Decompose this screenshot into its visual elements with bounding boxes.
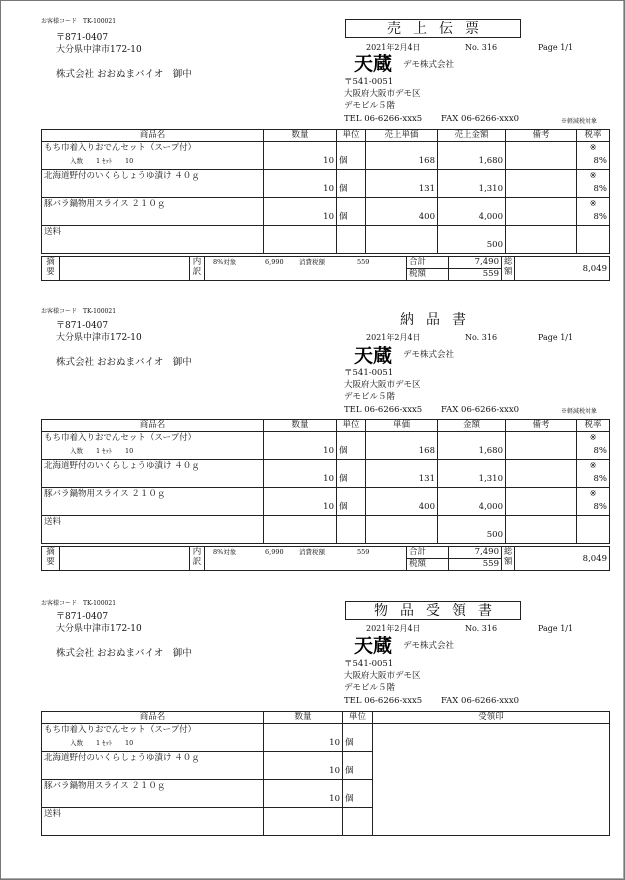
- header-amount: 金額: [438, 420, 506, 432]
- company-logo: [354, 634, 396, 656]
- document-title: 売上伝票: [345, 19, 521, 38]
- memo-label: 摘 要: [46, 257, 55, 277]
- item-qty: 10: [323, 502, 334, 512]
- issuer-address1: 大阪府大阪市デモ区: [344, 380, 421, 390]
- table-row: [42, 460, 610, 488]
- item-amount: 4,000: [478, 212, 503, 222]
- shipping-label: 送料: [44, 227, 62, 237]
- item-unit: 個: [339, 184, 348, 194]
- header-item: 商品名: [42, 130, 264, 142]
- document-title: 納品書: [400, 312, 478, 328]
- header-tax-rate: 税率: [577, 130, 610, 142]
- receipt-seal-area[interactable]: [373, 724, 610, 836]
- document-number: No. 316: [465, 624, 498, 633]
- item-remarks: [506, 488, 577, 516]
- subtotal-amount: 7,490: [449, 257, 502, 269]
- document-number: No. 316: [465, 333, 498, 342]
- tax-row-amount: 559: [449, 559, 502, 571]
- item-name: もち巾着入りおでんセット（スープ付）: [44, 725, 197, 735]
- table-row: [42, 198, 610, 226]
- item-pack-info: 入数 1 ｾｯﾄ 10: [70, 739, 134, 747]
- customer-postal: 〒871-0407: [56, 33, 109, 43]
- issuer-tel: TEL 06-6266-xxx5: [344, 405, 423, 415]
- tax-row-amount: 559: [449, 269, 502, 281]
- item-qty: 10: [323, 446, 334, 456]
- sales-table: [41, 129, 610, 254]
- item-unit: 個: [339, 502, 348, 512]
- item-unit: 個: [339, 156, 348, 166]
- item-pack-info: 入数 1 ｾｯﾄ 10: [70, 157, 134, 165]
- memo-field: [60, 547, 190, 571]
- table-header-row: [42, 712, 610, 724]
- item-name: 豚バラ鍋物用スライス ２１０ｇ: [44, 489, 166, 499]
- header-receipt-seal: 受領印: [373, 712, 610, 724]
- reduced-tax-mark: ※: [589, 143, 597, 153]
- issuer-postal: 〒541-0051: [344, 368, 394, 378]
- grand-total: 8,049: [515, 257, 610, 281]
- reduced-tax-note: ※軽減税対象: [561, 118, 598, 125]
- issuer-address2: デモビル５階: [344, 392, 396, 402]
- item-qty: 10: [323, 212, 334, 222]
- issuer-company: デモ株式会社: [403, 350, 455, 360]
- item-amount: 1,680: [478, 156, 503, 166]
- table-row: [42, 142, 610, 170]
- item-qty: 10: [323, 156, 334, 166]
- header-qty: 数量: [264, 130, 337, 142]
- issue-date: 2021年2月4日: [366, 333, 421, 342]
- item-price: 400: [418, 502, 435, 512]
- item-tax-rate: 8%: [593, 184, 607, 194]
- issuer-address2: デモビル５階: [344, 683, 396, 693]
- company-logo: [354, 344, 396, 366]
- svg-text:天蔵: 天蔵: [354, 345, 393, 366]
- item-qty: 10: [323, 184, 334, 194]
- issuer-company: デモ株式会社: [403, 641, 455, 651]
- table-header-row: [42, 130, 610, 142]
- page-number: Page 1/1: [538, 43, 574, 52]
- customer-code: お客様コード TK-100021: [41, 308, 117, 315]
- company-logo: [354, 52, 396, 74]
- item-qty: 10: [329, 794, 340, 804]
- item-tax-rate: 8%: [593, 502, 607, 512]
- issuer-tel: TEL 06-6266-xxx5: [344, 696, 423, 706]
- shipping-amount: 500: [486, 530, 503, 540]
- memo-field: [60, 257, 190, 281]
- customer-postal: 〒871-0407: [56, 612, 109, 622]
- table-row: [42, 170, 610, 198]
- item-name: もち巾着入りおでんセット（スープ付）: [44, 143, 197, 153]
- item-amount: 1,310: [478, 184, 503, 194]
- customer-code: お客様コード TK-100021: [41, 600, 117, 607]
- subtotal-amount: 7,490: [449, 547, 502, 559]
- item-qty: 10: [323, 474, 334, 484]
- header-qty: 数量: [264, 420, 337, 432]
- issuer-company: デモ株式会社: [403, 60, 455, 70]
- issue-date: 2021年2月4日: [366, 624, 421, 633]
- table-row: [42, 488, 610, 516]
- item-tax-rate: 8%: [593, 474, 607, 484]
- item-name: 豚バラ鍋物用スライス ２１０ｇ: [44, 199, 166, 209]
- reduced-tax-mark: ※: [589, 433, 597, 443]
- reduced-tax-mark: ※: [589, 199, 597, 209]
- item-remarks: [506, 170, 577, 198]
- item-remarks: [506, 460, 577, 488]
- table-row: [42, 432, 610, 460]
- subtotal-label: 合計: [407, 547, 449, 559]
- customer-code: お客様コード TK-100021: [41, 18, 117, 25]
- svg-text:天蔵: 天蔵: [354, 53, 393, 74]
- item-qty: 10: [329, 766, 340, 776]
- tax-breakdown: 8%対象 6,990 消費税額 559: [205, 547, 407, 571]
- reduced-tax-mark: ※: [589, 489, 597, 499]
- item-tax-rate: 8%: [593, 156, 607, 166]
- issuer-address1: 大阪府大阪市デモ区: [344, 671, 421, 681]
- issuer-tel: TEL 06-6266-xxx5: [344, 114, 423, 124]
- item-remarks: [506, 198, 577, 226]
- item-amount: 4,000: [478, 502, 503, 512]
- reduced-tax-mark: ※: [589, 461, 597, 471]
- issuer-fax: FAX 06-6266-xxx0: [441, 114, 520, 124]
- customer-postal: 〒871-0407: [56, 321, 109, 331]
- item-unit: 個: [339, 446, 348, 456]
- shipping-label: 送料: [44, 517, 62, 527]
- header-remarks: 備考: [506, 130, 577, 142]
- item-name: 北海道野付のいくらしょうゆ漬け ４０ｇ: [44, 171, 200, 181]
- summary-table: [41, 256, 610, 281]
- issuer-fax: FAX 06-6266-xxx0: [441, 405, 520, 415]
- customer-address: 大分県中津市172-10: [56, 45, 142, 55]
- breakdown-label: 内 訳: [192, 257, 202, 277]
- customer-name: 株式会社 おおぬまバイオ 御中: [56, 357, 192, 368]
- item-price: 131: [418, 184, 435, 194]
- header-price: 単価: [366, 420, 438, 432]
- item-qty: 10: [329, 738, 340, 748]
- issuer-address1: 大阪府大阪市デモ区: [344, 89, 421, 99]
- customer-address: 大分県中津市172-10: [56, 624, 142, 634]
- memo-label: 摘 要: [46, 547, 55, 567]
- header-unit: 単位: [343, 712, 373, 724]
- table-row: [42, 724, 610, 752]
- item-name: 北海道野付のいくらしょうゆ漬け ４０ｇ: [44, 753, 200, 763]
- total-label: 総 額: [504, 257, 513, 277]
- grand-total: 8,049: [515, 547, 610, 571]
- item-pack-info: 入数 1 ｾｯﾄ 10: [70, 447, 134, 455]
- item-price: 168: [418, 446, 435, 456]
- header-tax-rate: 税率: [577, 420, 610, 432]
- item-price: 131: [418, 474, 435, 484]
- item-amount: 1,680: [478, 446, 503, 456]
- customer-name: 株式会社 おおぬまバイオ 御中: [56, 69, 192, 80]
- header-amount: 売上金額: [438, 130, 506, 142]
- item-price: 400: [418, 212, 435, 222]
- table-header-row: [42, 420, 610, 432]
- item-name: 北海道野付のいくらしょうゆ漬け ４０ｇ: [44, 461, 200, 471]
- shipping-row: [42, 516, 610, 544]
- customer-address: 大分県中津市172-10: [56, 333, 142, 343]
- tax-row-label: 税額: [407, 559, 449, 571]
- item-remarks: [506, 432, 577, 460]
- item-unit: 個: [345, 766, 354, 776]
- item-unit: 個: [345, 738, 354, 748]
- shipping-row: [42, 226, 610, 254]
- page-number: Page 1/1: [538, 624, 574, 633]
- item-price: 168: [418, 156, 435, 166]
- item-unit: 個: [339, 212, 348, 222]
- item-tax-rate: 8%: [593, 212, 607, 222]
- issuer-fax: FAX 06-6266-xxx0: [441, 696, 520, 706]
- header-unit: 単位: [337, 130, 366, 142]
- issuer-address2: デモビル５階: [344, 101, 396, 111]
- tax-breakdown: 8%対象 6,990 消費税額 559: [205, 257, 407, 281]
- total-label: 総 額: [504, 547, 513, 567]
- issuer-postal: 〒541-0051: [344, 77, 394, 87]
- item-name: 豚バラ鍋物用スライス ２１０ｇ: [44, 781, 166, 791]
- tax-row-label: 税額: [407, 269, 449, 281]
- document-number: No. 316: [465, 43, 498, 52]
- breakdown-label: 内 訳: [192, 547, 202, 567]
- receipt-table: [41, 711, 610, 836]
- item-amount: 1,310: [478, 474, 503, 484]
- document-title: 物品受領書: [345, 601, 521, 620]
- header-qty: 数量: [264, 712, 343, 724]
- header-price: 売上単価: [366, 130, 438, 142]
- issue-date: 2021年2月4日: [366, 43, 421, 52]
- reduced-tax-note: ※軽減税対象: [561, 408, 598, 415]
- shipping-amount: 500: [486, 240, 503, 250]
- reduced-tax-mark: ※: [589, 171, 597, 181]
- shipping-label: 送料: [44, 809, 62, 819]
- header-remarks: 備考: [506, 420, 577, 432]
- header-unit: 単位: [337, 420, 366, 432]
- svg-text:天蔵: 天蔵: [354, 635, 393, 656]
- header-item: 商品名: [42, 420, 264, 432]
- page-number: Page 1/1: [538, 333, 574, 342]
- item-unit: 個: [345, 794, 354, 804]
- item-remarks: [506, 142, 577, 170]
- header-item: 商品名: [42, 712, 264, 724]
- summary-table: [41, 546, 610, 571]
- subtotal-label: 合計: [407, 257, 449, 269]
- customer-name: 株式会社 おおぬまバイオ 御中: [56, 648, 192, 659]
- delivery-table: [41, 419, 610, 544]
- item-name: もち巾着入りおでんセット（スープ付）: [44, 433, 197, 443]
- issuer-postal: 〒541-0051: [344, 659, 394, 669]
- item-unit: 個: [339, 474, 348, 484]
- item-tax-rate: 8%: [593, 446, 607, 456]
